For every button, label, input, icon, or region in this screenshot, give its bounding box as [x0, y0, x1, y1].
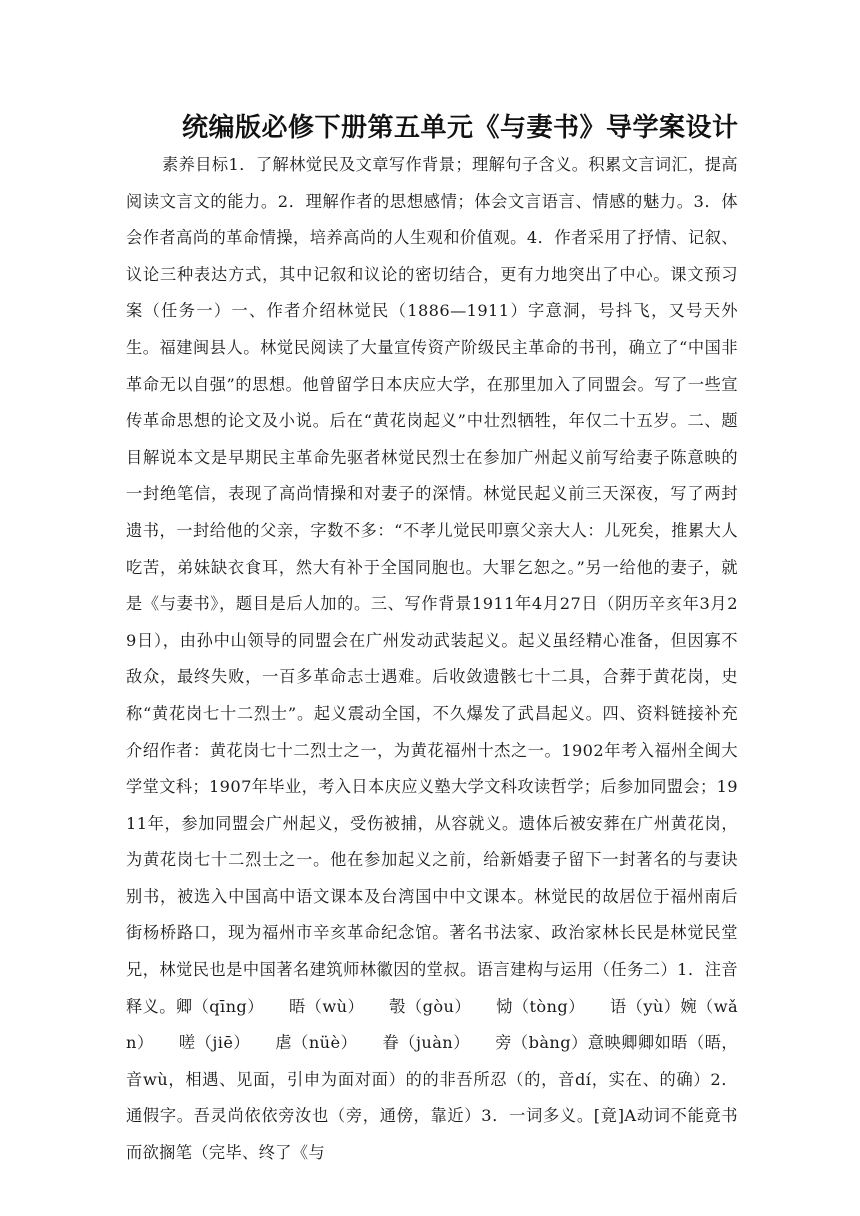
document-title: 统编版必修下册第五单元《与妻书》导学案设计	[182, 113, 739, 143]
document-body-paragraph: 素养目标1．了解林觉民及文章写作背景；理解句子含义。积累文言词汇，提高阅读文言文的能力。2．理解作者的思想感情；体会文言语言、情感的魅力。3．体会作者高尚的革命情操，培养高尚的人生观和价值观。4．作者采用了抒情、记叙、议论三种表达方式，其中记叙和议论的密切结合，更有力地突出了中心。课文预习案（任务一）一、作者介绍林觉民（1886—1911）字意洞，号抖飞，又号天外生。福建闽县人。林觉民阅读了大量宣传资产阶级民主革命的书刊，确立了“中国非革命无以自强”的思想。他曾留学日本庆应大学，在那里加入了同盟会。写了一些宣传革命思想的论文及小说。后在“黄花岗起义”中壮烈牺牲，年仅二十五岁。二、题目解说本文是早期民主革命先驱者林觉民烈士在参加广州起义前写给妻子陈意映的一封绝笔信，表现了高尚情操和对妻子的深情。林觉民起义前三天深夜，写了两封遗书，一封给他的父亲，字数不多：“不孝儿觉民叩禀父亲大人：儿死矣，推累大人吃苦，弟妹缺衣食耳，然大有补于全国同胞也。大罪乞恕之。”另一给他的妻子，就是《与妻书》，题目是后人加的。三、写作背景1911年4月27日（阴历辛亥年3月29日），由孙中山领导的同盟会在广州发动武装起义。起义虽经精心准备，但因寡不敌众，最终失败，一百多革命志士遇难。后收敛遗骸七十二具，合葬于黄花岗，史称“黄花岗七十二烈士”。起义震动全国，不久爆发了武昌起义。四、资料链接补充介绍作者：黄花岗七十二烈士之一，为黄花福州十杰之一。1902年考入福州全闽大学堂文科；1907年毕业，考入日本庆应义塾大学文科攻读哲学；后参加同盟会；1911年，参加同盟会广州起义，受伤被捕，从容就义。遗体后被安葬在广州黄花岗，为黄花岗七十二烈士之一。他在参加起义之前，给新婚妻子留下一封著名的与妻诀别书，被选入中国高中语文课本及台湾国中中文课本。林觉民的故居位于福州南后街杨桥路口，现为福州市辛亥革命纪念馆。著名书法家、政治家林长民是林觉民堂兄，林觉民也是中国著名建筑师林徽因的堂叔。语言建构与运用（任务二）1．注音释义。卿（qīng） 晤（wù） 彀（gòu） 恸（tòng） 语（yù）婉（wǎn） 嗟（jiē） 虐（nüè） 眷（juàn） 旁（bàng）意映卿卿如晤（晤，音wù，相遇、见面，引申为面对面）的的非吾所忍（的，音dí，实在、的确）2．通假字。吾灵尚依依旁汝也（旁，通傍，靠近）3．一词多义。[竟]A动词不能竟书而欲搁笔（完毕、终了《与	[126, 155, 738, 1163]
